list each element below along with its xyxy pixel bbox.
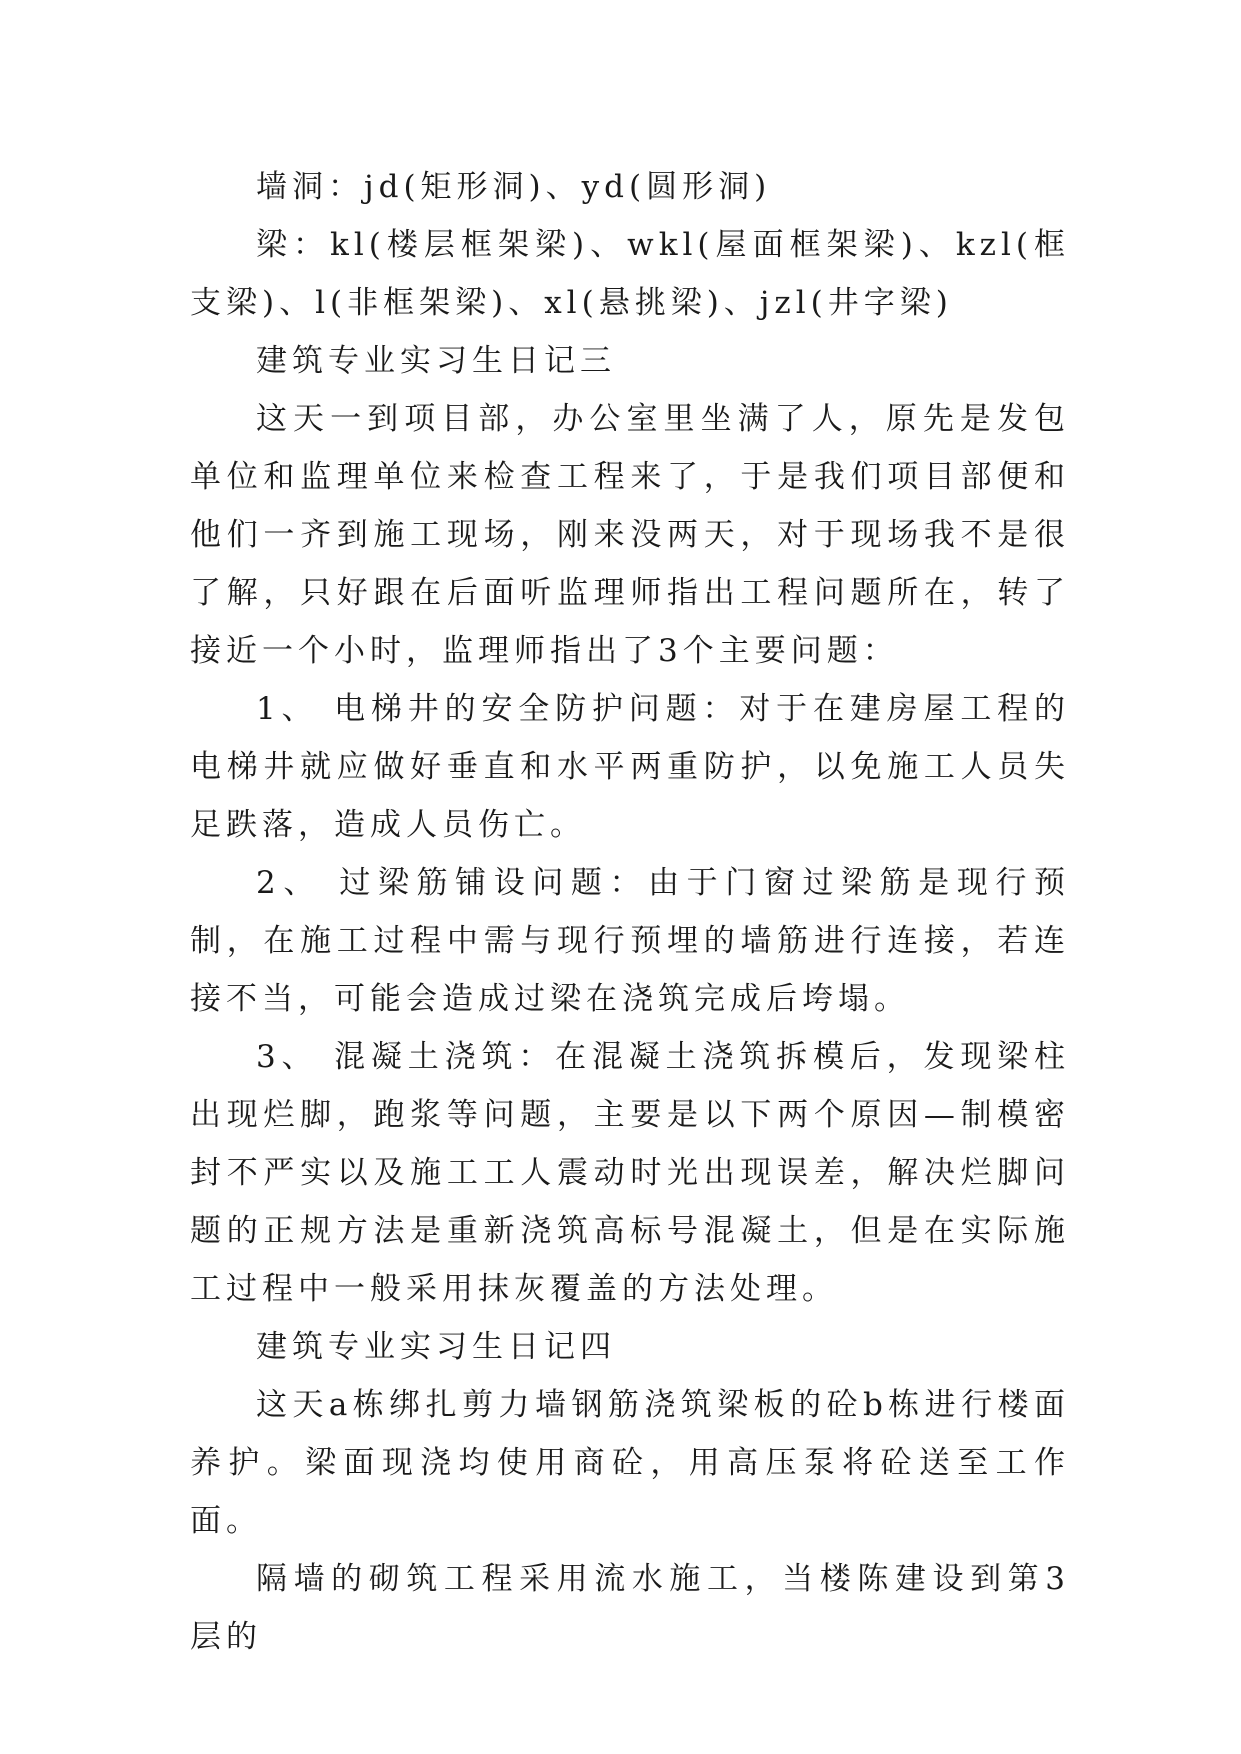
- heading-diary-three: 建筑专业实习生日记三: [256, 343, 616, 379]
- heading-diary-four: 建筑专业实习生日记四: [256, 1329, 616, 1365]
- paragraph-issue-3: 3、 混凝土浇筑：在混凝土浇筑拆模后，发现梁柱出现烂脚，跑浆等问题，主要是以下两个原因—制模密封不严实以及施工工人震动时光出现误差，解决烂脚问题的正规方法是重新浇筑高标号混凝土，但是在实际施工过程中一般采用抹灰覆盖的方法处理。: [190, 1039, 1070, 1307]
- paragraph-issue-1: 1、 电梯井的安全防护问题：对于在建房屋工程的电梯井就应做好垂直和水平两重防护，以免施工人员失足跌落，造成人员伤亡。: [190, 691, 1070, 843]
- paragraph-beams: 梁：kl(楼层框架梁)、wkl(屋面框架梁)、kzl(框支梁)、l(非框架梁)、xl(悬挑梁)、jzl(井字梁): [190, 227, 1070, 321]
- paragraph-issue-2: 2、 过梁筋铺设问题：由于门窗过梁筋是现行预制，在施工过程中需与现行预埋的墙筋进行连接，若连接不当，可能会造成过梁在浇筑完成后垮塌。: [190, 865, 1070, 1017]
- paragraph-partition-walls: 隔墙的砌筑工程采用流水施工，当楼陈建设到第3层的: [190, 1561, 1070, 1655]
- document-body: [190, 158, 1070, 1666]
- paragraph-rebar-pouring: 这天a栋绑扎剪力墙钢筋浇筑梁板的砼b栋进行楼面养护。梁面现浇均使用商砼，用高压泵将砼送至工作面。: [190, 1387, 1070, 1539]
- paragraph-inspection: 这天一到项目部，办公室里坐满了人，原先是发包单位和监理单位来检查工程来了，于是我们项目部便和他们一齐到施工现场，刚来没两天，对于现场我不是很了解，只好跟在后面听监理师指出工程问题所在，转了接近一个小时，监理师指出了3个主要问题：: [190, 401, 1070, 669]
- paragraph-wall-openings: 墙洞：jd(矩形洞)、yd(圆形洞): [256, 169, 772, 205]
